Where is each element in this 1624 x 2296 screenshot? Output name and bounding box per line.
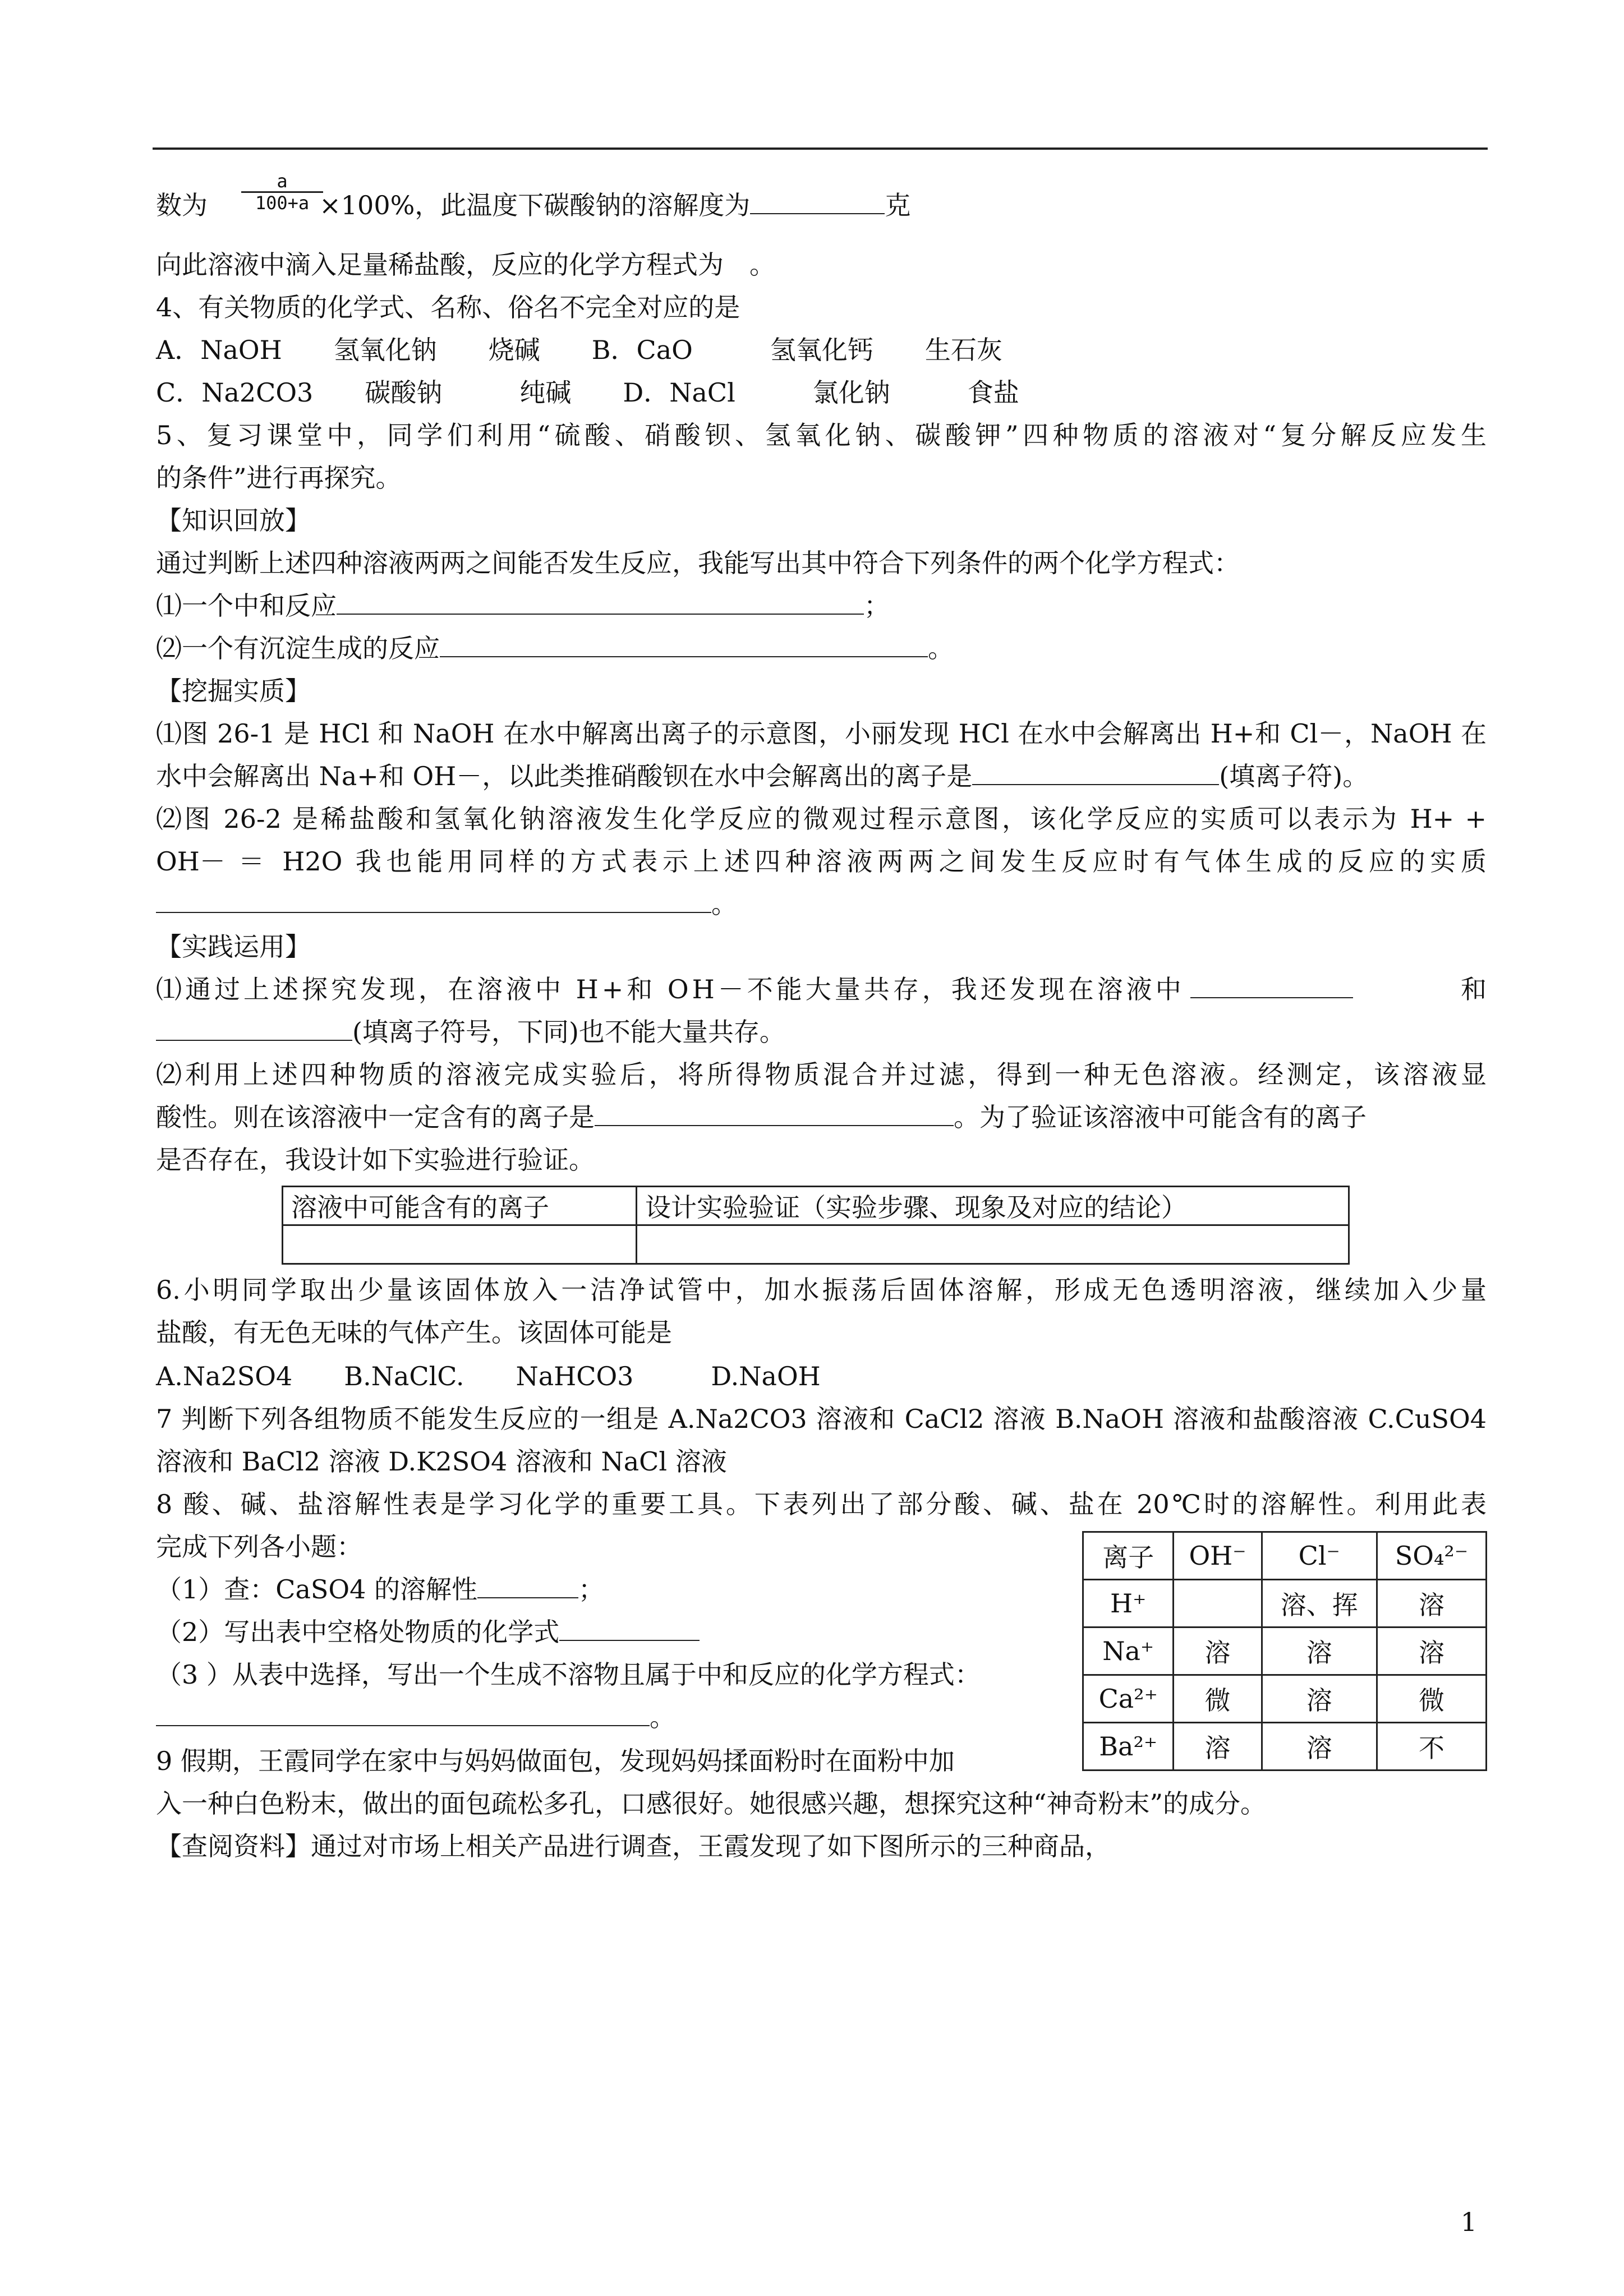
practice-line-5: 是否存在，我设计如下实验进行验证。 [156, 1145, 595, 1175]
solubility-table-row [1083, 1628, 1487, 1675]
practice-line-4-text: 酸性。则在该溶液中一定含有的离子是 [156, 1102, 595, 1132]
value-cell: 溶 [1377, 1628, 1486, 1675]
heading-essence: 【挖掘实质】 [156, 676, 311, 706]
q4-stem: 4、有关物质的化学式、名称、俗名不完全对应的是 [156, 292, 740, 322]
q5-line-1: 5、复习课堂中，同学们利用“硫酸、硝酸钡、氢氧化钠、碳酸钾”四种物质的溶液对“复分解反应发生 [156, 420, 1487, 450]
practice-line-2 [156, 1015, 1487, 1049]
experiment-table-cell[interactable] [283, 1225, 637, 1264]
value-cell: 微 [1174, 1675, 1262, 1723]
solubility-table-row [1083, 1723, 1487, 1771]
period: 。 [650, 1702, 675, 1732]
q8-item-3: （3 ）从表中选择，写出一个生成不溶物且属于中和反应的化学方程式： [156, 1659, 981, 1690]
q3-text: ×100%，此温度下碳酸钠的溶解度为 [319, 190, 751, 220]
solubility-table [1082, 1531, 1487, 1771]
page-number: 1 [1460, 2207, 1477, 2237]
practice-line-1-text: ⑴通过上述探究发现，在溶液中 H+和 OH－不能大量共存，我还发现在溶液中 [156, 974, 1185, 1004]
fraction-denominator: 100+a [255, 192, 310, 214]
heading-practice: 【实践运用】 [156, 932, 311, 962]
value-cell: 溶 [1174, 1628, 1262, 1675]
period: 。 [928, 633, 954, 663]
q3-line-2: 向此溶液中滴入足量稀盐酸，反应的化学方程式为 。 [156, 250, 775, 280]
answer-blank[interactable] [1190, 972, 1353, 998]
and-word: 和 [1461, 974, 1487, 1004]
q7-line-1: 7 判断下列各组物质不能发生反应的一组是 A.Na2CO3 溶液和 CaCl2 溶液 B.NaOH 溶液和盐酸溶液 C.CuSO4 [156, 1404, 1487, 1434]
essence-line-2-tail: (填离子符)。 [1219, 761, 1369, 791]
answer-blank[interactable] [559, 1615, 700, 1641]
q8-line-1: 8 酸、碱、盐溶解性表是学习化学的重要工具。下表列出了部分酸、碱、盐在 20℃时的溶解性。利用此表 [156, 1489, 1487, 1519]
value-cell [1174, 1580, 1262, 1628]
ion-cell: Ca²⁺ [1083, 1675, 1174, 1723]
value-cell: 溶、挥 [1262, 1580, 1377, 1628]
essence-line-1: ⑴图 26-1 是 HCl 和 NaOH 在水中解离出离子的示意图，小丽发现 HCl 在水中会解离出 H+和 Cl－，NaOH 在 [156, 718, 1487, 749]
answer-blank[interactable] [972, 759, 1219, 785]
header-cell: OH⁻ [1174, 1532, 1262, 1580]
q3-prefix: 数为 [156, 190, 208, 220]
header-cell: Cl⁻ [1262, 1532, 1377, 1580]
value-cell: 溶 [1262, 1723, 1377, 1771]
q6-line-2: 盐酸，有无色无味的气体产生。该固体可能是 [156, 1317, 672, 1348]
answer-blank[interactable] [595, 1100, 954, 1126]
q9-line-2: 入一种白色粉末，做出的面包疏松多孔，口感很好。她很感兴趣，想探究这种“神奇粉末”的成分。 [156, 1788, 1267, 1819]
solubility-table-row [1083, 1675, 1487, 1723]
solubility-table-row [1083, 1580, 1487, 1628]
experiment-table-cell[interactable] [637, 1225, 1349, 1264]
fraction-numerator: a [241, 171, 323, 193]
value-cell: 微 [1377, 1675, 1486, 1723]
period: 。 [711, 889, 737, 919]
q7-line-2: 溶液和 BaCl2 溶液 D.K2SO4 溶液和 NaCl 溶液 [156, 1446, 727, 1477]
practice-line-4 [156, 1100, 1487, 1134]
experiment-table-header-ions: 溶液中可能含有的离子 [283, 1187, 637, 1225]
header-rule [153, 147, 1488, 150]
practice-line-4-tail: 。为了验证该溶液中可能含有的离子 [954, 1102, 1367, 1132]
essence-line-4: OH－ ＝ H2O 我也能用同样的方式表示上述四种溶液两两之间发生反应时有气体生成的反应的实质 [156, 846, 1487, 877]
essence-line-2-text: 水中会解离出 Na+和 OH－，以此类推硝酸钡在水中会解离出的离子是 [156, 761, 973, 791]
practice-line-1 [156, 972, 1487, 1006]
value-cell: 不 [1377, 1723, 1486, 1771]
essence-line-2 [156, 759, 1487, 793]
experiment-table-header-design: 设计实验验证（实验步骤、现象及对应的结论） [637, 1187, 1349, 1225]
q6-options: A.Na2SO4 B.NaClC. NaHCO3 D.NaOH [156, 1361, 821, 1391]
experiment-table [282, 1186, 1350, 1265]
q8-item-1-text: （1）查：CaSO4 的溶解性 [156, 1574, 478, 1605]
value-cell: 溶 [1377, 1580, 1486, 1628]
review-item-1 [156, 589, 1487, 623]
semicolon: ； [578, 1574, 605, 1605]
review-intro: 通过判断上述四种溶液两两之间能否发生反应，我能写出其中符合下列条件的两个化学方程式： [156, 548, 1240, 578]
answer-blank[interactable] [477, 1573, 578, 1598]
review-item-2 [156, 631, 1487, 665]
ion-cell: Na⁺ [1083, 1628, 1174, 1675]
answer-blank[interactable] [750, 188, 885, 214]
q4-options-ab: A．NaOH 氢氧化钠 烧碱 B．CaO 氢氧化钙 生石灰 [156, 335, 1002, 365]
review-item-2-label: ⑵一个有沉淀生成的反应 [156, 633, 440, 663]
header-cell: SO₄²⁻ [1377, 1532, 1486, 1580]
q4-options-cd: C．Na2CO3 碳酸钠 纯碱 D．NaCl 氯化钠 食盐 [156, 377, 1019, 408]
semicolon: ； [864, 591, 890, 621]
essence-line-5 [156, 887, 1487, 921]
ion-cell: H⁺ [1083, 1580, 1174, 1628]
solubility-table-header [1083, 1532, 1487, 1580]
value-cell: 溶 [1262, 1628, 1377, 1675]
ion-cell: Ba²⁺ [1083, 1723, 1174, 1771]
heading-knowledge-review: 【知识回放】 [156, 505, 311, 536]
answer-blank[interactable] [156, 1015, 352, 1041]
answer-blank[interactable] [440, 631, 928, 657]
unit-gram: 克 [885, 190, 911, 220]
essence-line-3: ⑵图 26-2 是稀盐酸和氢氧化钠溶液发生化学反应的微观过程示意图，该化学反应的实质可以表示为 H+ + [156, 804, 1487, 834]
fraction [241, 171, 323, 213]
q8-item-2-text: （2）写出表中空格处物质的化学式 [156, 1617, 560, 1647]
review-item-1-label: ⑴一个中和反应 [156, 591, 337, 621]
value-cell: 溶 [1174, 1723, 1262, 1771]
header-cell: 离子 [1083, 1532, 1174, 1580]
q5-line-2: 的条件”进行再探究。 [156, 463, 402, 493]
q9-line-3: 【查阅资料】通过对市场上相关产品进行调查，王霞发现了如下图所示的三种商品， [156, 1831, 1111, 1861]
q6-line-1: 6.小明同学取出少量该固体放入一洁净试管中，加水振荡后固体溶解，形成无色透明溶液，继续加入少量 [156, 1275, 1487, 1305]
answer-blank[interactable] [156, 1700, 650, 1726]
value-cell: 溶 [1262, 1675, 1377, 1723]
answer-blank[interactable] [337, 589, 864, 615]
practice-line-2-text: (填离子符号，下同)也不能大量共存。 [352, 1017, 785, 1047]
q8-line-2: 完成下列各小题： [156, 1532, 362, 1562]
practice-line-3: ⑵利用上述四种物质的溶液完成实验后，将所得物质混合并过滤，得到一种无色溶液。经测定，该溶液显 [156, 1059, 1487, 1090]
q9-line-1: 9 假期，王霞同学在家中与妈妈做面包，发现妈妈揉面粉时在面粉中加 [156, 1746, 955, 1776]
q3-line-1 [156, 188, 1487, 222]
answer-blank[interactable] [156, 887, 711, 913]
